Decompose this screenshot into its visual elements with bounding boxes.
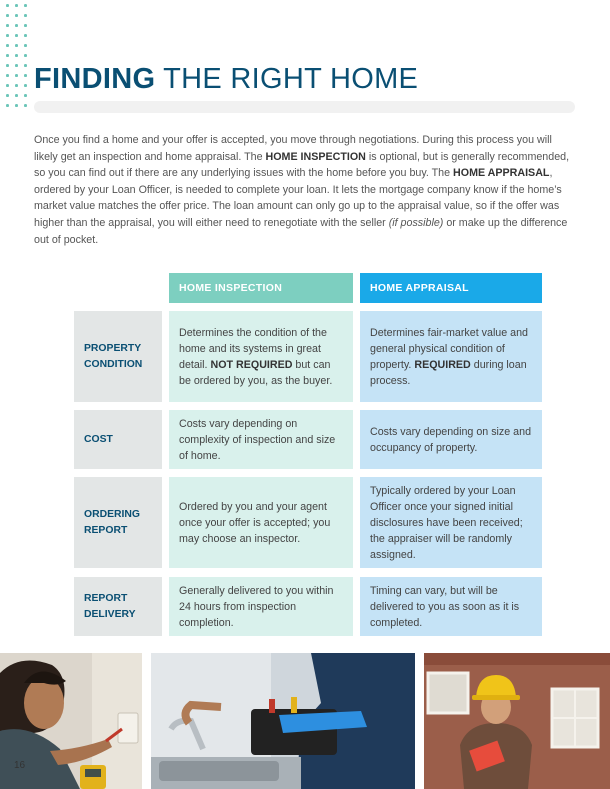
cell-text: Costs vary depending on complexity of inspection and size of home. — [179, 417, 336, 462]
cell-text: Generally delivered to you within 24 hours from inspection completion. — [179, 584, 334, 629]
row-label-report-delivery — [74, 577, 162, 636]
row-label-line: PROPERTY — [84, 342, 142, 354]
intro-text-1: Once you find a home and your offer is accepted, you move through negotiations. During this process you will likely get an inspection and home appraisal. The — [34, 134, 552, 163]
row-label-line: ORDERING — [84, 508, 140, 520]
photo-inspector — [424, 653, 610, 789]
row-label-line: CONDITION — [84, 358, 143, 370]
cell-text: Typically ordered by your Loan Officer once your signed initial disclosures have been received; the appraiser will be randomly assigned. — [370, 484, 523, 561]
cell-inspection-ordering-report — [169, 477, 353, 568]
cell-text: Costs vary depending on size and occupancy of property. — [370, 425, 532, 454]
intro-italic-note: (if possible) — [388, 216, 444, 229]
cell-text: but can be ordered by you, as the buyer. — [179, 358, 333, 387]
page-title-rest: THE RIGHT HOME — [163, 63, 419, 95]
row-label-line: REPORT — [84, 524, 128, 536]
cell-inspection-property-condition — [169, 311, 353, 402]
row-label-line: REPORT — [84, 592, 128, 604]
dot-pattern-decoration — [4, 0, 30, 112]
row-label-property-condition — [74, 311, 162, 402]
row-label-line: DELIVERY — [84, 608, 136, 620]
cell-appraisal-cost — [360, 410, 542, 469]
header-home-appraisal: HOME APPRAISAL — [360, 273, 542, 303]
cell-inspection-report-delivery — [169, 577, 353, 636]
row-label-cost — [74, 410, 162, 469]
intro-text-3: , ordered by your Loan Officer, is needed to complete your loan. It lets the mortgage company know if the home’s market value matches the offer price. The loan amount can only go up to the appraisal value, so if the offer was higher than the appraisal, you will either need to renegotiate with the seller — [34, 167, 562, 229]
cell-text: during loan process. — [370, 358, 527, 387]
page-number: 16 — [14, 760, 26, 771]
cell-bold-text: NOT REQUIRED — [210, 358, 293, 371]
intro-home-appraisal-term: HOME APPRAISAL — [453, 167, 550, 180]
cell-text: Timing can vary, but will be delivered to you as soon as it is completed. — [370, 584, 520, 629]
cell-text: Ordered by you and your agent once your offer is accepted; you may choose an inspector. — [179, 500, 331, 545]
header-home-inspection: HOME INSPECTION — [169, 273, 353, 303]
intro-text-2: is optional, but is generally recommended, so you can find out if there are any underlying issues with the home before you buy. The — [34, 150, 570, 180]
cell-inspection-cost — [169, 410, 353, 469]
intro-text-4: or make up the difference out of pocket. — [34, 216, 568, 246]
intro-paragraph — [34, 132, 574, 248]
cell-text: Determines fair-market value and general physical condition of property. — [370, 326, 529, 371]
row-label-line: COST — [84, 433, 113, 445]
intro-home-inspection-term: HOME INSPECTION — [265, 150, 366, 163]
cell-appraisal-report-delivery — [360, 577, 542, 636]
photo-plumber — [151, 653, 415, 789]
cell-appraisal-property-condition — [360, 311, 542, 402]
page-title — [34, 62, 418, 96]
title-underline-bar — [34, 101, 575, 113]
row-label-ordering-report — [74, 477, 162, 568]
cell-text: Determines the condition of the home and its systems in great detail. — [179, 326, 327, 371]
page-title-bold: FINDING — [34, 63, 156, 95]
cell-bold-text: REQUIRED — [414, 358, 471, 371]
cell-appraisal-ordering-report — [360, 477, 542, 568]
